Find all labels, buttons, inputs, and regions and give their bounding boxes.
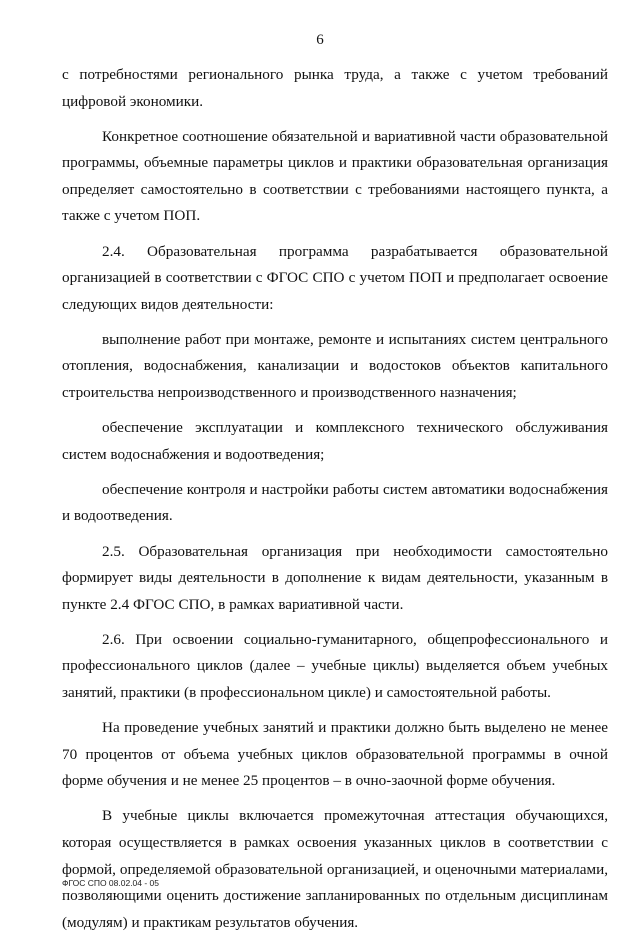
paragraph-2-4: 2.4. Образовательная программа разрабатывается образовательной организацией в соответствии с ФГОС СПО с учетом ПОП и предполагает освоение следующих видов деятельности: (62, 242, 608, 313)
document-body (62, 62, 608, 936)
paragraph-study-hours: На проведение учебных занятий и практики должно быть выделено не менее 70 процентов от объема учебных циклов образовательной программы в очной форме обучения и не менее 25 процентов – в очно-заочной форме обучения. (62, 719, 608, 790)
paragraph-ratio: Конкретное соотношение обязательной и вариативной части образовательной программы, объемные параметры циклов и практики образовательная организация определяет самостоятельно в соответствии с требованиями настоящего пункта, а также с учетом ПОП. (62, 127, 608, 225)
activity-item-maintenance: обеспечение эксплуатации и комплексного технического обслуживания систем водоснабжения и водоотведения; (62, 419, 608, 463)
document-footer-code: ФГОС СПО 08.02.04 - 05 (62, 878, 160, 888)
paragraph-attestation: В учебные циклы включается промежуточная аттестация обучающихся, которая осуществляется в рамках освоения указанных циклов в соответствии с формой, определяемой образовательной организацией, и оценочными материалами, позволяющими оценить достижение запланированных по отдельным дисциплинам (модулям) и практикам результатов обучения. (62, 807, 608, 931)
page-number: 6 (316, 32, 324, 48)
activity-item-automation: обеспечение контроля и настройки работы систем автоматики водоснабжения и водоотведения. (62, 480, 608, 525)
activity-item-installation: выполнение работ при монтаже, ремонте и испытаниях систем центрального отопления, водоснабжения, канализации и водостоков объектов капитального строительства непроизводственного и производственного назначения; (62, 330, 608, 402)
paragraph-continuation: с потребностями регионального рынка труда, а также с учетом требований цифровой экономики. (62, 66, 608, 110)
paragraph-2-5: 2.5. Образовательная организация при необходимости самостоятельно формирует виды деятельности в дополнение к видам деятельности, указанным в пункте 2.4 ФГОС СПО, в рамках вариативной части. (62, 542, 608, 613)
paragraph-2-6: 2.6. При освоении социально-гуманитарного, общепрофессионального и профессионального циклов (далее – учебные циклы) выделяется объем учебных занятий, практики (в профессиональном цикле) и самостоятельной работы. (62, 630, 608, 701)
